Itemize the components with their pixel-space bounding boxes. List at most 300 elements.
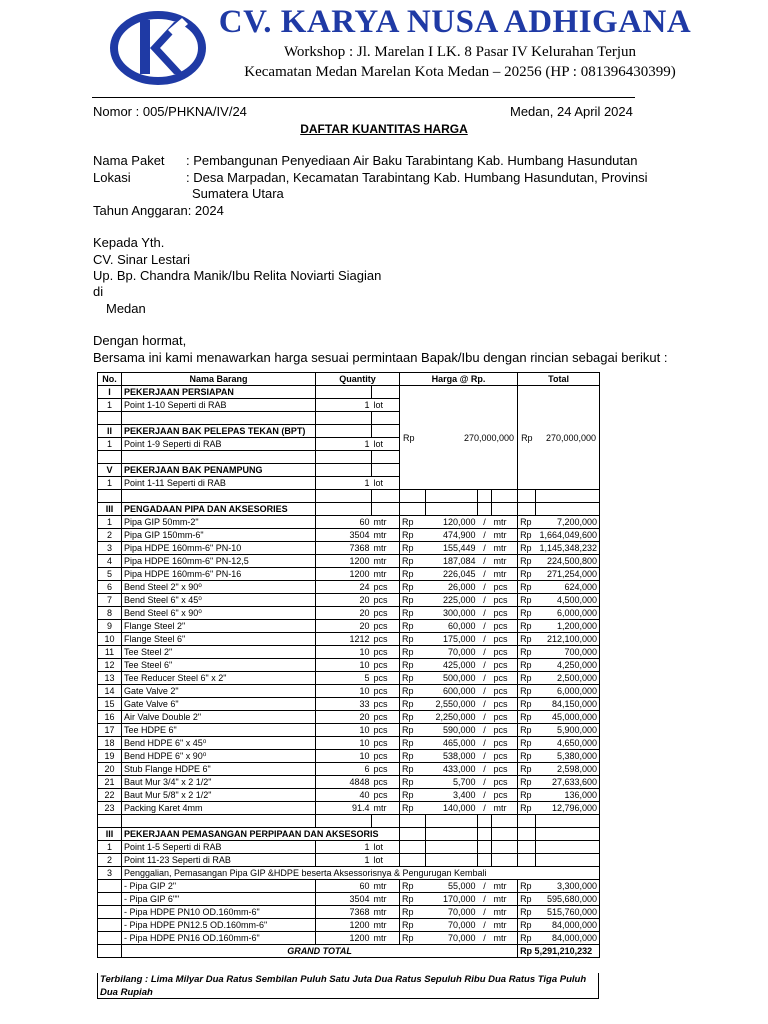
item-no [98, 906, 122, 919]
item-total: 2,500,000 [536, 672, 600, 685]
item-qty: 20 [316, 607, 372, 620]
item-unit: mtr [372, 880, 400, 893]
item-unit: pcs [372, 633, 400, 646]
lot-name: Point 1-10 Seperti di RAB [122, 399, 316, 412]
table-row [98, 802, 600, 815]
total-rp: Rp [518, 932, 536, 945]
item-price: 155,449 [426, 542, 478, 555]
price-rp: Rp [400, 568, 426, 581]
price-rp: Rp [400, 789, 426, 802]
item-unit: mtr [372, 802, 400, 815]
table-row [98, 893, 600, 906]
lot-qty: 1 [316, 399, 372, 412]
item-no: 17 [98, 724, 122, 737]
total-rp: Rp [518, 594, 536, 607]
price-unit: mtr [492, 568, 518, 581]
table-row [98, 724, 600, 737]
header-no: No. [98, 373, 122, 386]
item-no: 18 [98, 737, 122, 750]
total-rp: Rp [518, 711, 536, 724]
price-slash: / [478, 789, 492, 802]
price-unit: pcs [492, 789, 518, 802]
item-total: 515,760,000 [536, 906, 600, 919]
price-slash: / [478, 750, 492, 763]
item-unit: pcs [372, 711, 400, 724]
total-rp: Rp [518, 672, 536, 685]
item-name: Bend Steel 6" x 90⁰ [122, 607, 316, 620]
section-name: PEKERJAAN BAK PENAMPUNG [122, 464, 316, 477]
item-total: 6,000,000 [536, 607, 600, 620]
item-unit: mtr [372, 542, 400, 555]
price-unit: pcs [492, 724, 518, 737]
item-price: 3,400 [426, 789, 478, 802]
lot-unit: lot [372, 399, 400, 412]
price-unit: pcs [492, 750, 518, 763]
total-rp: Rp [518, 737, 536, 750]
item-name: - Pipa HDPE PN16 OD.160mm-6" [122, 932, 316, 945]
price-slash: / [478, 802, 492, 815]
price-unit: pcs [492, 607, 518, 620]
item-qty: 60 [316, 516, 372, 529]
item-name: Air Valve Double 2" [122, 711, 316, 724]
item-name: Tee Steel 6" [122, 659, 316, 672]
item-unit: pcs [372, 737, 400, 750]
item-name: - Pipa GIP 6"" [122, 893, 316, 906]
grand-total-label: GRAND TOTAL [122, 945, 518, 958]
price-rp: Rp [400, 529, 426, 542]
lot-qty: 1 [316, 438, 372, 451]
price-slash: / [478, 659, 492, 672]
item-name: - Pipa HDPE PN12.5 OD.160mm-6" [122, 919, 316, 932]
item-no: 5 [98, 568, 122, 581]
item-qty: 10 [316, 737, 372, 750]
price-unit: pcs [492, 685, 518, 698]
item-unit: mtr [372, 919, 400, 932]
item-no: 12 [98, 659, 122, 672]
item-qty: 91.4 [316, 802, 372, 815]
price-unit: mtr [492, 555, 518, 568]
item-unit: pcs [372, 789, 400, 802]
letterhead-divider [92, 97, 635, 98]
price-unit: pcs [492, 698, 518, 711]
total-rp: Rp [518, 581, 536, 594]
price-unit: mtr [492, 906, 518, 919]
price-slash: / [478, 620, 492, 633]
item-total: 84,150,000 [536, 698, 600, 711]
lot-unit: lot [372, 477, 400, 490]
item-total: 5,380,000 [536, 750, 600, 763]
item-no: 13 [98, 672, 122, 685]
item-total: 1,145,348,232 [536, 542, 600, 555]
item-no: 20 [98, 763, 122, 776]
item-name: Bend HDPE 6" x 90⁰ [122, 750, 316, 763]
price-slash: / [478, 724, 492, 737]
lump-price-cell [400, 386, 518, 490]
item-name: Bend HDPE 6" x 45⁰ [122, 737, 316, 750]
table-row [98, 932, 600, 945]
item-name: Pipa GIP 50mm-2" [122, 516, 316, 529]
price-unit: mtr [492, 932, 518, 945]
item-no: 21 [98, 776, 122, 789]
total-rp: Rp [518, 776, 536, 789]
table-row [98, 698, 600, 711]
table-row [98, 581, 600, 594]
item-total: 2,598,000 [536, 763, 600, 776]
price-slash: / [478, 698, 492, 711]
price-unit: pcs [492, 594, 518, 607]
total-rp: Rp [518, 555, 536, 568]
price-rp: Rp [400, 698, 426, 711]
blank-row [98, 490, 600, 503]
lot-no: 1 [98, 399, 122, 412]
lot-qty: 1 [316, 841, 372, 854]
item-no: 6 [98, 581, 122, 594]
item-qty: 7368 [316, 906, 372, 919]
table-row [98, 750, 600, 763]
price-rp: Rp [400, 932, 426, 945]
price-slash: / [478, 646, 492, 659]
price-unit: pcs [492, 581, 518, 594]
section-no: II [98, 425, 122, 438]
item-name: Pipa HDPE 160mm-6" PN-16 [122, 568, 316, 581]
price-unit: pcs [492, 776, 518, 789]
section-no: V [98, 464, 122, 477]
price-rp: Rp [400, 737, 426, 750]
price-rp: Rp [400, 646, 426, 659]
total-rp: Rp [518, 724, 536, 737]
item-qty: 10 [316, 750, 372, 763]
item-no: 16 [98, 711, 122, 724]
price-unit: pcs [492, 711, 518, 724]
item-unit: pcs [372, 763, 400, 776]
item-price: 600,000 [426, 685, 478, 698]
item-total: 5,900,000 [536, 724, 600, 737]
item-name: Pipa HDPE 160mm-6" PN-10 [122, 542, 316, 555]
item-no [98, 932, 122, 945]
item-total: 1,664,049,600 [536, 529, 600, 542]
price-slash: / [478, 516, 492, 529]
header-qty: Quantity [316, 373, 400, 386]
price-slash: / [478, 880, 492, 893]
workshop-address: Workshop : Jl. Marelan I LK. 8 Pasar IV Kelurahan Terjun [283, 44, 637, 60]
price-table [97, 372, 600, 958]
item-qty: 5 [316, 672, 372, 685]
lot-no: 1 [98, 438, 122, 451]
company-logo-icon [108, 8, 208, 86]
total-rp: Rp [518, 529, 536, 542]
item-unit: mtr [372, 516, 400, 529]
total-rp: Rp [518, 646, 536, 659]
item-qty: 10 [316, 659, 372, 672]
total-rp: Rp [518, 763, 536, 776]
item-name: Bend Steel 2" x 90⁰ [122, 581, 316, 594]
price-unit: mtr [492, 529, 518, 542]
price-rp: Rp [400, 763, 426, 776]
price-unit: pcs [492, 672, 518, 685]
item-total: 6,000,000 [536, 685, 600, 698]
item-qty: 20 [316, 711, 372, 724]
section-no: III [98, 828, 122, 841]
price-rp: Rp [400, 893, 426, 906]
item-total: 84,000,000 [536, 932, 600, 945]
price-slash: / [478, 568, 492, 581]
total-rp: Rp [518, 620, 536, 633]
item-name: Gate Valve 6" [122, 698, 316, 711]
intro-text: Bersama ini kami menawarkan harga sesuai permintaan Bapak/Ibu dengan rincian sebagai berikut : [93, 350, 668, 365]
total-rp: Rp [518, 633, 536, 646]
price-slash: / [478, 893, 492, 906]
price-rp: Rp [400, 581, 426, 594]
item-qty: 1200 [316, 932, 372, 945]
item-qty: 60 [316, 880, 372, 893]
item-total: 624,000 [536, 581, 600, 594]
price-rp: Rp [400, 685, 426, 698]
item-total: 4,650,000 [536, 737, 600, 750]
lump-total-value: 270,000,000 [546, 432, 597, 443]
item-no: 10 [98, 633, 122, 646]
lot-no: 1 [98, 841, 122, 854]
item-name: Bend Steel 6" x 45⁰ [122, 594, 316, 607]
price-slash: / [478, 555, 492, 568]
item-price: 538,000 [426, 750, 478, 763]
item-total: 271,254,000 [536, 568, 600, 581]
item-total: 84,000,000 [536, 919, 600, 932]
table-row [98, 776, 600, 789]
table-row [98, 906, 600, 919]
item-qty: 10 [316, 685, 372, 698]
lot-name: Point 1-9 Seperti di RAB [122, 438, 316, 451]
item-no: 14 [98, 685, 122, 698]
item-price: 5,700 [426, 776, 478, 789]
item-no: 11 [98, 646, 122, 659]
lot-no: 1 [98, 477, 122, 490]
price-slash: / [478, 607, 492, 620]
total-rp: Rp [518, 516, 536, 529]
lokasi-label: Lokasi [93, 170, 131, 185]
item-unit: mtr [372, 906, 400, 919]
item-total: 27,633,600 [536, 776, 600, 789]
item-qty: 3504 [316, 529, 372, 542]
price-unit: pcs [492, 737, 518, 750]
table-row [98, 919, 600, 932]
item-no: 3 [98, 542, 122, 555]
total-rp: Rp [518, 789, 536, 802]
item-unit: pcs [372, 607, 400, 620]
item-name: Pipa GIP 150mm-6" [122, 529, 316, 542]
price-unit: mtr [492, 880, 518, 893]
price-unit: mtr [492, 893, 518, 906]
paket-label: Nama Paket [93, 153, 165, 168]
table-row [98, 763, 600, 776]
item-price: 590,000 [426, 724, 478, 737]
total-rp: Rp [518, 568, 536, 581]
item-price: 140,000 [426, 802, 478, 815]
install-items-body [98, 880, 600, 945]
price-slash: / [478, 633, 492, 646]
item-no: 22 [98, 789, 122, 802]
item-no: 1 [98, 516, 122, 529]
item-unit: mtr [372, 568, 400, 581]
item-total: 1,200,000 [536, 620, 600, 633]
document-title: DAFTAR KUANTITAS HARGA [300, 122, 468, 136]
item-price: 26,000 [426, 581, 478, 594]
price-slash: / [478, 776, 492, 789]
item-total: 45,000,000 [536, 711, 600, 724]
table-row [98, 620, 600, 633]
letter-place-date: Medan, 24 April 2024 [510, 104, 633, 119]
item-qty: 33 [316, 698, 372, 711]
price-rp: Rp [400, 594, 426, 607]
price-rp: Rp [400, 607, 426, 620]
header-harga: Harga @ Rp. [400, 373, 518, 386]
lokasi-value-cont: Sumatera Utara [192, 186, 284, 201]
item-total: 136,000 [536, 789, 600, 802]
item-name: Tee Steel 2" [122, 646, 316, 659]
di: di [93, 284, 104, 299]
price-unit: mtr [492, 802, 518, 815]
price-rp: Rp [400, 620, 426, 633]
section-name: PEKERJAAN PEMASANGAN PERPIPAAN DAN AKSESORIS [122, 828, 400, 841]
total-rp: Rp [518, 906, 536, 919]
price-slash: / [478, 919, 492, 932]
item-qty: 3504 [316, 893, 372, 906]
price-rp: Rp [400, 555, 426, 568]
price-slash: / [478, 737, 492, 750]
price-slash: / [478, 594, 492, 607]
lot-unit: lot [372, 841, 400, 854]
item-name: Baut Mur 5/8" x 2 1/2" [122, 789, 316, 802]
company-name: CV. KARYA NUSA ADHIGANA [218, 4, 692, 40]
price-rp: Rp [400, 542, 426, 555]
item-name: - Pipa GIP 2" [122, 880, 316, 893]
letter-number: Nomor : 005/PHKNA/IV/24 [93, 104, 247, 119]
item-no [98, 919, 122, 932]
item-name: Stub Flange HDPE 6" [122, 763, 316, 776]
price-slash: / [478, 685, 492, 698]
table-row [98, 568, 600, 581]
item-unit: mtr [372, 932, 400, 945]
item-price: 70,000 [426, 646, 478, 659]
item-unit: pcs [372, 659, 400, 672]
total-rp: Rp [518, 893, 536, 906]
item-name: Flange Steel 6" [122, 633, 316, 646]
item-unit: pcs [372, 750, 400, 763]
kepada: Kepada Yth. [93, 235, 165, 250]
item-qty: 1212 [316, 633, 372, 646]
price-unit: pcs [492, 659, 518, 672]
item-qty: 24 [316, 581, 372, 594]
install-no: 3 [98, 867, 122, 880]
item-price: 70,000 [426, 932, 478, 945]
item-unit: pcs [372, 620, 400, 633]
section-no: III [98, 503, 122, 516]
item-price: 170,000 [426, 893, 478, 906]
total-rp: Rp [518, 542, 536, 555]
item-qty: 20 [316, 594, 372, 607]
table-row [98, 737, 600, 750]
price-unit: pcs [492, 646, 518, 659]
item-name: Gate Valve 2" [122, 685, 316, 698]
item-name: Tee HDPE 6" [122, 724, 316, 737]
item-no [98, 893, 122, 906]
item-qty: 7368 [316, 542, 372, 555]
item-no: 7 [98, 594, 122, 607]
item-qty: 1200 [316, 568, 372, 581]
item-no: 19 [98, 750, 122, 763]
lot-qty: 1 [316, 477, 372, 490]
table-row [98, 880, 600, 893]
item-total: 4,500,000 [536, 594, 600, 607]
price-slash: / [478, 672, 492, 685]
item-unit: mtr [372, 893, 400, 906]
price-slash: / [478, 906, 492, 919]
table-row [98, 633, 600, 646]
price-rp: Rp [400, 724, 426, 737]
item-name: Tee Reducer Steel 6" x 2" [122, 672, 316, 685]
item-price: 70,000 [426, 919, 478, 932]
table-row [98, 516, 600, 529]
item-name: Flange Steel 2" [122, 620, 316, 633]
item-unit: mtr [372, 529, 400, 542]
price-unit: mtr [492, 919, 518, 932]
price-slash: / [478, 542, 492, 555]
item-unit: pcs [372, 776, 400, 789]
item-price: 433,000 [426, 763, 478, 776]
city: Medan [106, 301, 146, 316]
item-qty: 20 [316, 620, 372, 633]
table-header-row [98, 373, 600, 386]
item-unit: pcs [372, 685, 400, 698]
price-unit: pcs [492, 763, 518, 776]
item-name: - Pipa HDPE PN10 OD.160mm-6" [122, 906, 316, 919]
item-price: 175,000 [426, 633, 478, 646]
section-name: PEKERJAAN PERSIAPAN [122, 386, 316, 399]
grand-total-value: Rp 5,291,210,232 [518, 945, 600, 958]
item-price: 60,000 [426, 620, 478, 633]
item-no [98, 880, 122, 893]
item-price: 226,045 [426, 568, 478, 581]
lokasi-value: : Desa Marpadan, Kecamatan Tarabintang Kab. Humbang Hasundutan, Provinsi [186, 170, 648, 185]
price-rp: Rp [400, 516, 426, 529]
price-slash: / [478, 932, 492, 945]
price-unit: mtr [492, 542, 518, 555]
item-price: 120,000 [426, 516, 478, 529]
item-unit: pcs [372, 646, 400, 659]
install-heading-row [98, 867, 600, 880]
table-row [98, 659, 600, 672]
table-row [98, 646, 600, 659]
section-name: PEKERJAAN BAK PELEPAS TEKAN (BPT) [122, 425, 316, 438]
price-rp: Rp [400, 906, 426, 919]
lot-row [98, 841, 600, 854]
item-price: 2,550,000 [426, 698, 478, 711]
item-qty: 10 [316, 646, 372, 659]
price-slash: / [478, 711, 492, 724]
item-price: 300,000 [426, 607, 478, 620]
blank-row [98, 815, 600, 828]
recipient: CV. Sinar Lestari [93, 252, 191, 267]
item-total: 212,100,000 [536, 633, 600, 646]
table-row [98, 789, 600, 802]
lot-row [98, 854, 600, 867]
table-row [98, 529, 600, 542]
lot-name: Point 11-23 Seperti di RAB [122, 854, 316, 867]
table-row [98, 594, 600, 607]
item-price: 500,000 [426, 672, 478, 685]
price-rp: Rp [400, 802, 426, 815]
item-name: Baut Mur 3/4" x 2 1/2" [122, 776, 316, 789]
table-row [98, 711, 600, 724]
